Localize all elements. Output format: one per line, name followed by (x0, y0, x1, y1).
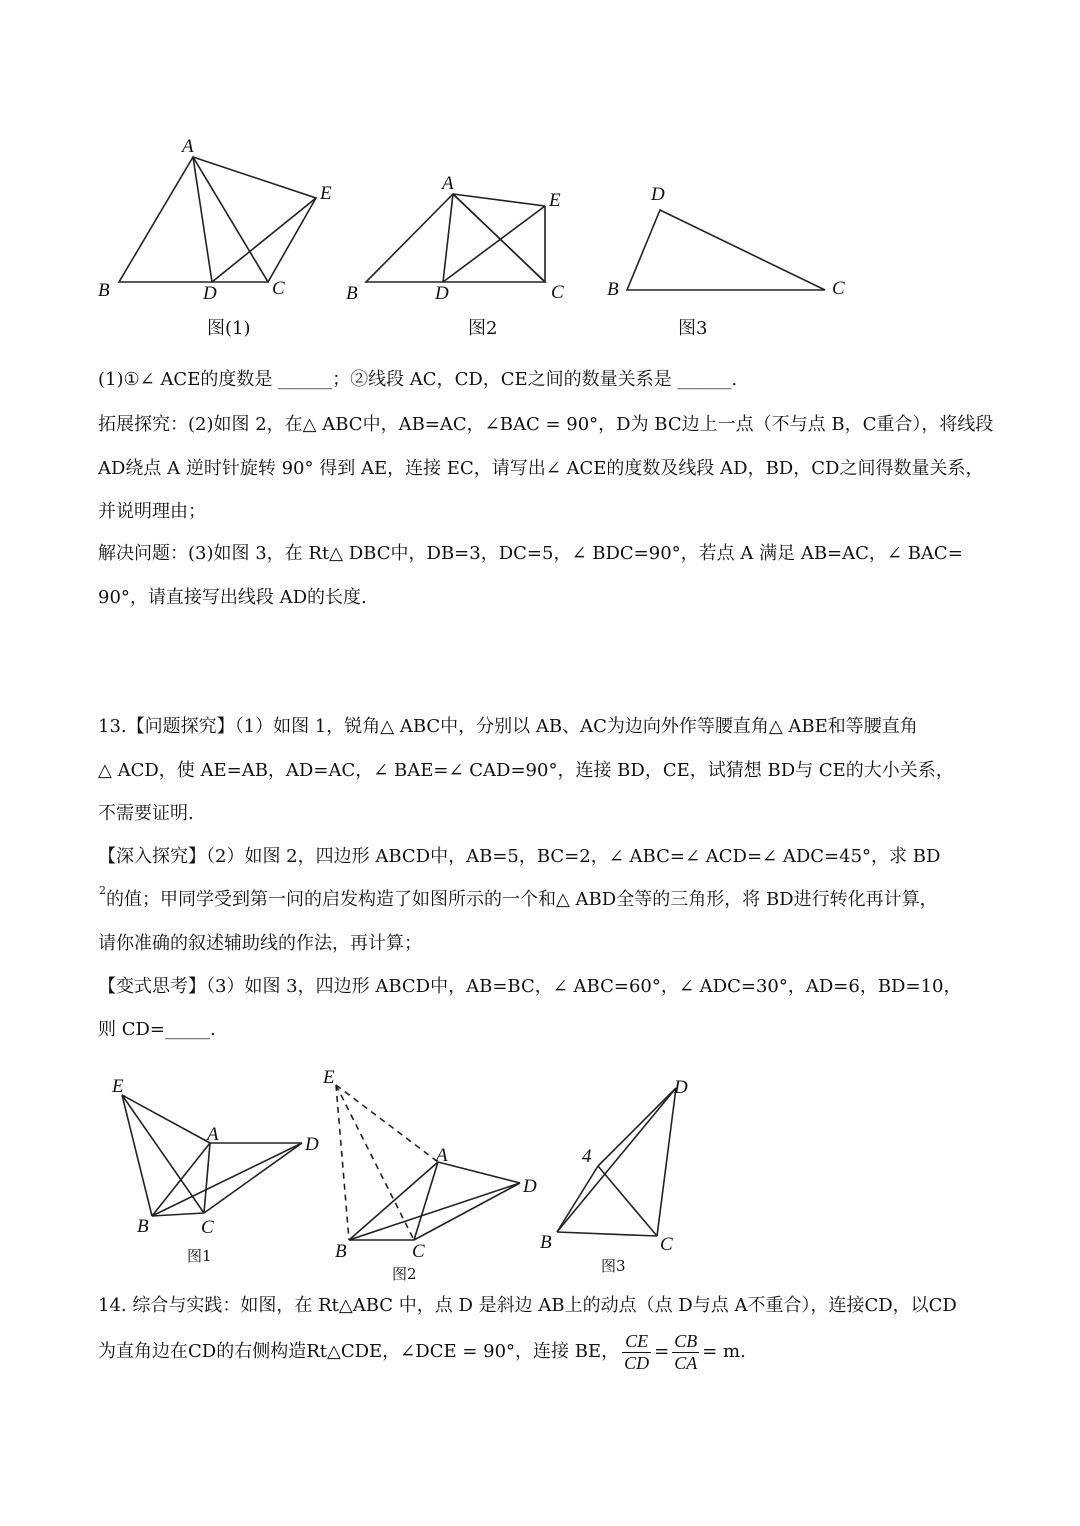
fig2-label-d: D (435, 283, 449, 304)
q14-fraction-cb-ca (672, 1331, 699, 1373)
q14-line-2-suffix: = m. (702, 1341, 746, 1363)
fig3-caption: 图3 (678, 318, 708, 339)
fig1-caption: 图(1) (207, 318, 251, 339)
b-fig2-caption: 图2 (392, 1265, 417, 1283)
fig3-label-b: B (607, 279, 619, 300)
q14-line-1: 14. 综合与实践：如图，在 Rt△ABC 中，点 D 是斜边 AB上的动点（点 D与点 A不重合），连接CD，以CD (98, 1295, 957, 1316)
b-fig2-label-d: D (523, 1176, 537, 1197)
b-fig3-label-c: C (660, 1234, 673, 1255)
q13-line-6: 请你准确的叙述辅助线的作法，再计算； (98, 933, 422, 954)
fig2-label-e: E (549, 190, 561, 211)
q13-line-4: 【深入探究】（2）如图 2，四边形 ABCD中，AB=5，BC=2，∠ ABC=∠ ACD=∠ ADC=45°，求 BD (98, 846, 941, 867)
q13-line-1: 13.【问题探究】（1）如图 1，锐角△ ABC中，分别以 AB、AC为边向外作等腰直角△ ABE和等腰直角 (98, 716, 918, 737)
fig2-label-a: A (442, 173, 454, 194)
q12-line-5: 解决问题：(3)如图 3，在 Rt△ DBC中，DB=3，DC=5，∠ BDC=90°，若点 A 满足 AB=AC，∠ BAC= (98, 543, 963, 564)
fig2-label-b: B (346, 283, 358, 304)
b-fig3-seg-ab (557, 1166, 598, 1232)
b-fig3-seg-bd (557, 1088, 676, 1232)
q14-fraction-ce-cd (622, 1331, 651, 1373)
b-fig3-label-d: D (674, 1077, 688, 1098)
b-fig2-label-b: B (335, 1241, 347, 1262)
b-fig1-label-b: B (137, 1216, 149, 1237)
fig1-label-d: D (203, 283, 217, 304)
q14-line-2 (98, 1331, 746, 1373)
q14-frac1-numerator: CE (622, 1331, 651, 1353)
q12-line-2: 拓展探究：(2)如图 2，在△ ABC中，AB=AC，∠BAC = 90°，D为 BC边上一点（不与点 B，C重合），将线段 (98, 414, 994, 435)
b-fig1-label-a: A (207, 1124, 219, 1145)
b-fig3-seg-ac (598, 1166, 657, 1236)
q14-line-2-prefix: 为直角边在CD的右侧构造Rt△CDE，∠DCE = 90°，连接 BE， (98, 1341, 620, 1363)
b-fig2-label-a: A (436, 1145, 448, 1166)
q14-frac2-denominator: CA (674, 1352, 698, 1373)
fig2-label-c: C (551, 282, 564, 303)
q13-line-7: 【变式思考】（3）如图 3，四边形 ABCD中，AB=BC，∠ ABC=60°，∠ ADC=30°，AD=6，BD=10， (98, 976, 962, 997)
q13-line-2: △ ACD，使 AE=AB，AD=AC，∠ BAE=∠ CAD=90°，连接 BD，CE，试猜想 BD与 CE的大小关系， (98, 760, 954, 781)
q14-frac2-numerator: CB (674, 1331, 698, 1351)
fig3-label-c: C (832, 278, 845, 299)
q12-line-3: AD绕点 A 逆时针旋转 90° 得到 AE，连接 EC，请写出∠ ACE的度数及线段 AD，BD，CD之间得数量关系， (98, 458, 984, 479)
b-fig1-label-d: D (305, 1134, 319, 1155)
fig1-label-a: A (182, 136, 194, 157)
q12-line-1: (1)①∠ ACE的度数是 ______；②线段 AC，CD，CE之间的数量关系是 ______. (98, 369, 738, 390)
fig2-caption: 图2 (468, 318, 498, 339)
b-fig3-seg-ad (598, 1088, 676, 1166)
b-fig1-label-c: C (201, 1217, 214, 1238)
b-fig3-caption: 图3 (601, 1257, 626, 1275)
fig1-label-b: B (98, 280, 110, 301)
b-fig3-seg-dc (657, 1088, 676, 1236)
b-fig3-label-a: 4 (582, 1146, 592, 1167)
q12-line-4: 并说明理由； (98, 501, 206, 522)
b-fig1-caption: 图1 (187, 1247, 212, 1265)
b-fig2-label-e: E (323, 1067, 335, 1088)
fig3-label-d: D (651, 184, 665, 205)
q12-line-6: 90°，请直接写出线段 AD的长度. (98, 587, 367, 608)
b-fig3-label-b: B (540, 1232, 552, 1253)
q13-superscript-2: 2 (99, 884, 106, 897)
q13-line-3: 不需要证明. (98, 803, 194, 824)
q13-line-8: 则 CD=_____. (98, 1019, 216, 1040)
q14-equals: = (654, 1341, 670, 1363)
fig1-label-e: E (320, 183, 332, 204)
b-fig1-label-e: E (112, 1076, 124, 1097)
q13-line-5: 的值；甲同学受到第一问的启发构造了如图所示的一个和△ ABD全等的三角形，将 BD进行转化再计算， (106, 889, 938, 910)
q14-frac1-denominator: CD (624, 1352, 650, 1373)
b-fig3-seg-bc (557, 1232, 657, 1236)
b-fig2-label-c: C (412, 1241, 425, 1262)
fig1-label-c: C (272, 278, 285, 299)
